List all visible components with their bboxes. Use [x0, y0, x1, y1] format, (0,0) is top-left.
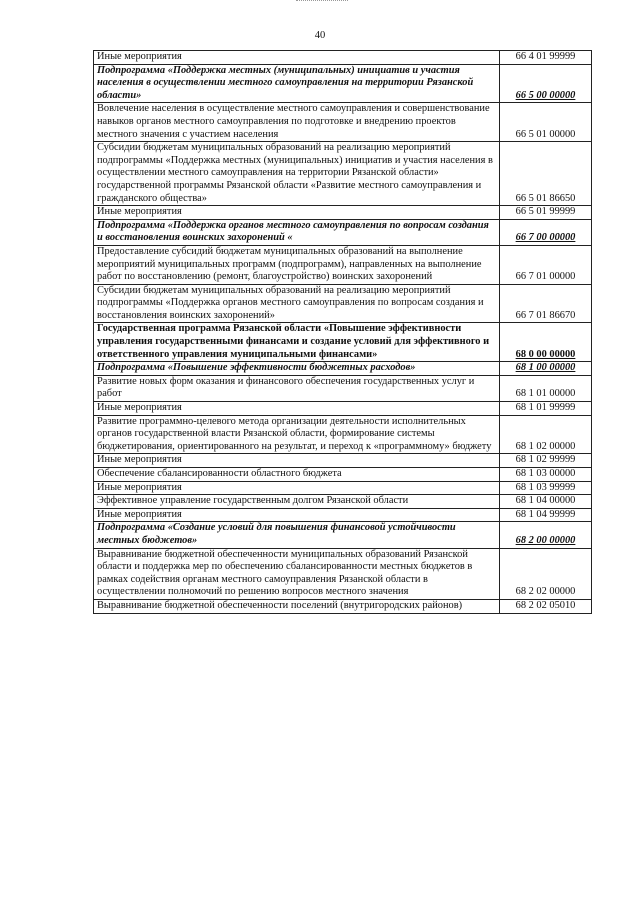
- row-code-cell: 68 1 00 00000: [500, 362, 592, 376]
- table-row: [94, 415, 592, 454]
- table-row: [94, 206, 592, 220]
- table-row: [94, 402, 592, 416]
- row-name-cell: Выравнивание бюджетной обеспеченности муниципальных образований Рязанской области и поддержка мер по обеспечению сбалансированности местных бюджетов в рамках содействия органам местного самоуправления Рязанской области в осуществлении полномочий по решению вопросов местного значения: [94, 548, 500, 599]
- row-code-cell: 68 2 02 00000: [500, 548, 592, 599]
- row-name-cell: Подпрограмма «Повышение эффективности бюджетных расходов»: [94, 362, 500, 376]
- row-name-cell: Субсидии бюджетам муниципальных образований на реализацию мероприятий подпрограммы «Поддержка органов местного самоуправления по вопросам создания и восстановления воинских захоронений»: [94, 284, 500, 323]
- row-code-cell: 66 4 01 99999: [500, 51, 592, 65]
- table-row: [94, 362, 592, 376]
- row-name-cell: Обеспечение сбалансированности областного бюджета: [94, 468, 500, 482]
- row-name-cell: Подпрограмма «Поддержка органов местного самоуправления по вопросам создания и восстановления воинских захоронений «: [94, 219, 500, 245]
- row-name-cell: Подпрограмма «Поддержка местных (муниципальных) инициатив и участия населения в осуществлении местного самоуправления на территории Рязанской области»: [94, 64, 500, 103]
- row-code-cell: 66 7 00 00000: [500, 219, 592, 245]
- table-row: [94, 323, 592, 362]
- row-name-cell: Иные мероприятия: [94, 51, 500, 65]
- row-name-cell: Развитие программно-целевого метода организации деятельности исполнительных органов государственной власти Рязанской области, формирование системы бюджетирования, ориентированного на результат, и переход к «программному» бюджету: [94, 415, 500, 454]
- row-name-cell: Развитие новых форм оказания и финансового обеспечения государственных услуг и работ: [94, 375, 500, 401]
- row-code-cell: 68 1 04 00000: [500, 495, 592, 509]
- row-code-cell: 66 5 01 99999: [500, 206, 592, 220]
- table-row: [94, 468, 592, 482]
- row-name-cell: Предоставление субсидий бюджетам муниципальных образований на выполнение мероприятий муниципальных программ (подпрограмм), направленных на выполнение работ по восстановлению (ремонт, благоустройство) воинских захоронений: [94, 245, 500, 284]
- row-name-cell: Иные мероприятия: [94, 481, 500, 495]
- budget-classification-table: [93, 50, 592, 614]
- row-name-cell: Выравнивание бюджетной обеспеченности поселений (внутригородских районов): [94, 599, 500, 613]
- row-code-cell: 68 1 03 00000: [500, 468, 592, 482]
- row-code-cell: 68 0 00 00000: [500, 323, 592, 362]
- row-code-cell: 68 1 01 99999: [500, 402, 592, 416]
- table-row: [94, 495, 592, 509]
- table-row: [94, 454, 592, 468]
- table-row: [94, 481, 592, 495]
- table-row: [94, 142, 592, 206]
- page-number: 40: [314, 30, 326, 41]
- row-code-cell: 68 1 04 99999: [500, 508, 592, 522]
- row-code-cell: 68 1 01 00000: [500, 375, 592, 401]
- table-row: [94, 548, 592, 599]
- table-row: [94, 599, 592, 613]
- row-code-cell: 66 5 00 00000: [500, 64, 592, 103]
- table-row: [94, 51, 592, 65]
- row-code-cell: 68 1 03 99999: [500, 481, 592, 495]
- table-row: [94, 64, 592, 103]
- row-code-cell: 66 7 01 00000: [500, 245, 592, 284]
- row-name-cell: Иные мероприятия: [94, 454, 500, 468]
- row-name-cell: Вовлечение населения в осуществление местного самоуправления и совершенствование навыков органов местного самоуправления по подготовке и внедрению проектов местного значения с участием населения: [94, 103, 500, 142]
- row-code-cell: 68 2 00 00000: [500, 522, 592, 548]
- row-name-cell: Подпрограмма «Создание условий для повышения финансовой устойчивости местных бюджетов»: [94, 522, 500, 548]
- scan-artifact: [296, 0, 348, 4]
- row-name-cell: Иные мероприятия: [94, 206, 500, 220]
- row-name-cell: Иные мероприятия: [94, 508, 500, 522]
- row-code-cell: 68 1 02 00000: [500, 415, 592, 454]
- table-row: [94, 508, 592, 522]
- row-code-cell: 66 7 01 86670: [500, 284, 592, 323]
- row-name-cell: Субсидии бюджетам муниципальных образований на реализацию мероприятий подпрограммы «Поддержка местных (муниципальных) инициатив и участия населения в осуществлении местного самоуправления на территории Рязанской области» государственной программы Рязанской области «Развитие местного самоуправления и гражданского общества»: [94, 142, 500, 206]
- table-row: [94, 245, 592, 284]
- row-code-cell: 66 5 01 00000: [500, 103, 592, 142]
- row-name-cell: Эффективное управление государственным долгом Рязанской области: [94, 495, 500, 509]
- table-row: [94, 284, 592, 323]
- row-code-cell: 66 5 01 86650: [500, 142, 592, 206]
- row-code-cell: 68 1 02 99999: [500, 454, 592, 468]
- row-name-cell: Иные мероприятия: [94, 402, 500, 416]
- table-row: [94, 103, 592, 142]
- row-name-cell: Государственная программа Рязанской области «Повышение эффективности управления государственными финансами и создание условий для эффективного и ответственного управления муниципальными финансами»: [94, 323, 500, 362]
- table-row: [94, 375, 592, 401]
- table-row: [94, 219, 592, 245]
- table-row: [94, 522, 592, 548]
- row-code-cell: 68 2 02 05010: [500, 599, 592, 613]
- table-body: [94, 51, 592, 614]
